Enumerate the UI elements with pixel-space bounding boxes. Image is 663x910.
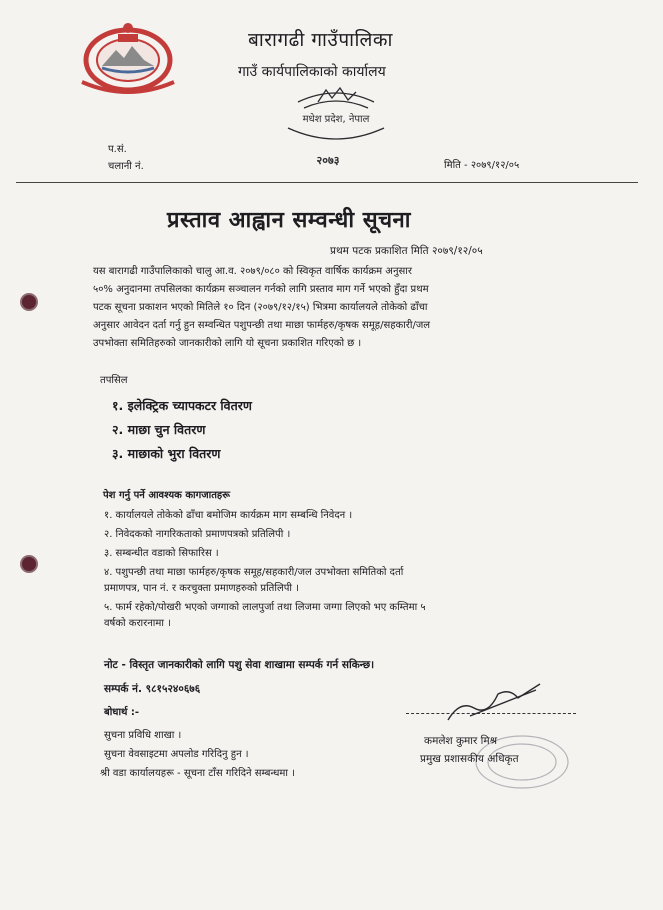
signature-icon <box>448 684 540 720</box>
document-line: २. निवेदकको नागरिकताको प्रमाणपत्रको प्रतिलिपी । <box>104 529 291 540</box>
document-line: प्रमाणपत्र, पान नं. र करचुक्ता प्रमाणहरुको प्रतिलिपी । <box>104 583 299 594</box>
punch-hole <box>22 295 36 309</box>
stamp-line1: मधेश प्रदेश, नेपाल <box>302 114 370 125</box>
document-line: वर्षको करारनामा । <box>104 618 171 629</box>
document-line: १. कार्यालयले तोकेको ढाँचा बमोजिम कार्यक्रम माग सम्बन्धि निवेदन । <box>104 510 353 521</box>
reference-number-label: प.सं. <box>108 144 127 155</box>
intro-line: उपभोक्ता समितिहरुको जानकारीको लागि यो सूचना प्रकाशित गरिएको छ । <box>93 338 362 349</box>
office-subtitle: गाउँ कार्यपालिकाको कार्यालय <box>238 64 386 80</box>
program-item: १. इलेक्ट्रिक च्यापकटर वितरण <box>112 398 252 413</box>
office-stamp <box>268 84 404 168</box>
punch-hole <box>22 557 36 571</box>
signature-line <box>406 713 576 714</box>
stamp-line2: २०७३ <box>316 154 340 167</box>
contact-number: सम्पर्क नं. ९८१५२४०६७६ <box>104 683 201 695</box>
first-publish-date: प्रथम पटक प्रकाशित मिति २०७९/१२/०५ <box>330 245 483 257</box>
document-item <box>104 600 584 632</box>
intro-paragraph <box>93 263 593 353</box>
program-list <box>112 394 252 466</box>
cc-list <box>100 726 295 783</box>
intro-line: यस बारागढी गाउँपालिकाको चालु आ.व. २०७९/०८० को स्विकृत वार्षिक कार्यक्रम अनुसार <box>93 266 412 277</box>
document-line: ४. पशुपन्छी तथा माछा फार्महरु/कृषक समूह/सहकारी/जल उपभोक्ता समितिको दर्ता <box>104 567 404 578</box>
signature <box>440 680 550 728</box>
note-line: नोट - विस्तृत जानकारीको लागि पशु सेवा शाखामा सम्पर्क गर्न सकिन्छ। <box>104 659 375 671</box>
intro-line: ५०% अनुदानमा तपसिलका कार्यक्रम सञ्चालन गर्नको लागि प्रस्ताव माग गर्ने भएको हुँदा प्रथम <box>93 284 429 295</box>
document-item <box>104 565 584 597</box>
program-item: ३. माछाको भुरा वितरण <box>112 446 221 461</box>
dispatch-number-label: चलानी नं. <box>108 161 144 172</box>
signer-title: प्रमुख प्रशासकीय अधिकृत <box>420 753 519 765</box>
office-name: बारागढी गाउँपालिका <box>248 29 393 51</box>
intro-line: पटक सूचना प्रकाशन भएको मितिले १० दिन (२०७९/१२/१५) भित्रमा कार्यालयले तोकेको ढाँचा <box>93 302 428 313</box>
required-documents-list <box>104 508 584 635</box>
document-line: ५. फार्म रहेको/पोखरी भएको जग्गाको लालपुर्जा तथा लिजमा जग्गा लिएको भए कम्तिमा ५ <box>104 602 426 613</box>
emblem-icon <box>82 23 174 92</box>
document-item <box>104 508 584 524</box>
notice-title: प्रस्ताव आह्वान सम्वन्धी सूचना <box>167 208 411 233</box>
intro-line: अनुसार आवेदन दर्ता गर्नु हुन सम्वन्धित पशुपन्छी तथा माछा फार्महरु/कृषक समूह/सहकारी/जल <box>93 320 431 331</box>
document-line: ३. सम्बन्धीत वडाको सिफारिस । <box>104 548 219 559</box>
details-label: तपसिल <box>100 375 128 386</box>
document-item <box>104 527 584 543</box>
required-documents-heading: पेश गर्नु पर्ने आवश्यक कागजातहरू <box>103 490 231 501</box>
cc-item: सुचना प्रविधि शाखा । <box>104 730 182 741</box>
municipality-emblem <box>72 20 184 96</box>
program-item: २. माछा चुन वितरण <box>112 422 206 437</box>
document-item <box>104 546 584 562</box>
header-divider <box>16 182 638 183</box>
letter-date: मिति - २०७९/१२/०५ <box>444 160 520 171</box>
cc-heading: बोधार्थ :- <box>104 707 140 718</box>
cc-item: सुचना वेवसाइटमा अपलोड गरिदिनु हुन । <box>104 749 249 760</box>
cc-item: श्री वडा कार्यालयहरू - सूचना टाँस गरिदिने सम्बन्धमा । <box>100 768 295 779</box>
signer-name: कमलेश कुमार मिश्र <box>424 735 498 747</box>
